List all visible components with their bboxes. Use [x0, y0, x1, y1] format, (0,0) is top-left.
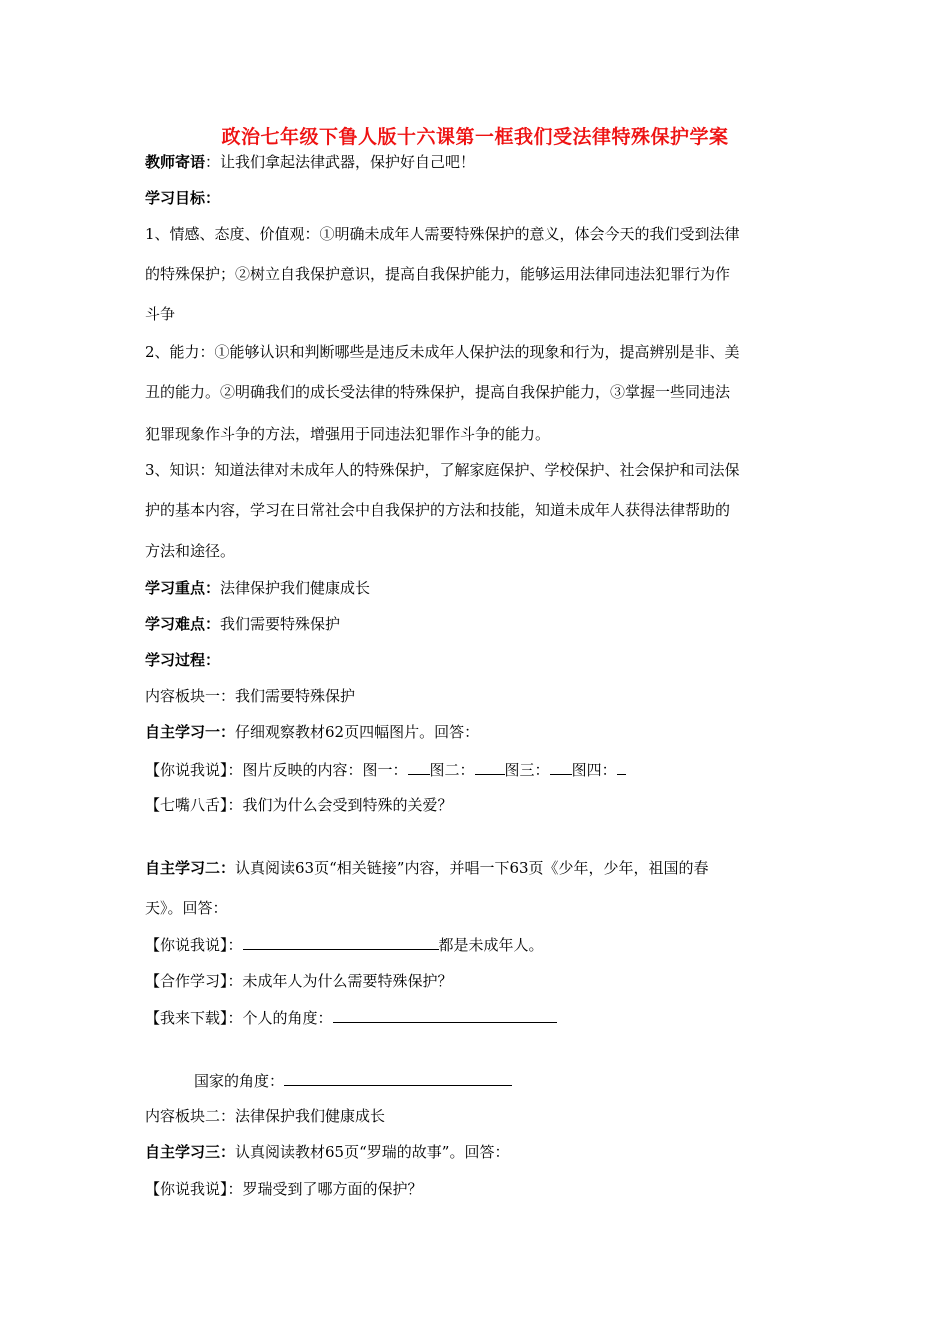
question-you-say3-text: ：罗瑞受到了哪方面的保护？ — [227, 1180, 423, 1198]
question-you-say3-label: 【你说我说】 — [145, 1180, 228, 1198]
answer-blank-fig2[interactable] — [475, 759, 505, 775]
key-point — [145, 578, 370, 598]
country-angle-text: 国家的角度： — [194, 1072, 285, 1090]
objective3-line3: 方法和途径。 — [145, 542, 236, 560]
objective2-line3: 犯罪现象作斗争的方法，增强用于同违法犯罪作斗争的能力。 — [145, 425, 551, 443]
answer-blank-personal[interactable] — [333, 1007, 557, 1023]
self-study1-label: 自主学习一： — [145, 723, 236, 741]
self-study3-text: 认真阅读教材65页“罗瑞的故事”。回答： — [235, 1143, 510, 1161]
teacher-message-text: ：让我们拿起法律武器，保护好自己吧！ — [205, 153, 476, 171]
objective1-line1: 1、情感、态度、价值观：①明确未成年人需要特殊保护的意义，体会今天的我们受到法律 — [145, 225, 740, 243]
question-download — [145, 1007, 557, 1028]
self-study2-line1 — [145, 858, 709, 878]
fig4-label: 图四： — [571, 761, 617, 779]
question-cooperative — [145, 971, 453, 991]
teacher-message — [145, 152, 475, 172]
objective2-line1: 2、能力：①能够认识和判断哪些是违反未成年人保护法的现象和行为，提高辨别是非、美 — [145, 343, 740, 361]
answer-blank-fig3[interactable] — [550, 759, 572, 775]
question-you-say1-label: 【你说我说】 — [145, 761, 228, 779]
difficulty — [145, 614, 340, 634]
objective3-line2: 护的基本内容，学习在日常社会中自我保护的方法和技能，知道未成年人获得法律帮助的 — [145, 501, 731, 519]
question-you-say1 — [145, 759, 626, 780]
objective1-line2: 的特殊保护；②树立自我保护意识，提高自我保护能力，能够运用法律同违法犯罪行为作 — [145, 265, 731, 283]
question-you-say2-prefix: ： — [227, 936, 243, 954]
objective2-line2: 丑的能力。②明确我们的成长受法律的特殊保护，提高自我保护能力，③掌握一些同违法 — [145, 383, 731, 401]
objective3-line1: 3、知识：知道法律对未成年人的特殊保护，了解家庭保护、学校保护、社会保护和司法保 — [145, 461, 740, 479]
answer-blank-country[interactable] — [284, 1070, 512, 1086]
fig2-label: 图二： — [429, 761, 475, 779]
answer-blank-fig4[interactable] — [617, 759, 626, 775]
difficulty-text: 我们需要特殊保护 — [220, 615, 341, 633]
self-study2-label: 自主学习二： — [145, 859, 236, 877]
document-title: 政治七年级下鲁人版十六课第一框我们受法律特殊保护学案 — [221, 126, 729, 148]
objectives-heading: 学习目标： — [145, 189, 221, 207]
question-you-say1-text: ：图片反映的内容：图一： — [227, 761, 408, 779]
teacher-message-label: 教师寄语 — [145, 153, 206, 171]
question-you-say2-suffix: 都是未成年人。 — [438, 936, 544, 954]
question-seven-mouths — [145, 795, 453, 815]
answer-blank-minors[interactable] — [243, 934, 439, 950]
answer-blank-fig1[interactable] — [408, 759, 430, 775]
question-cooperative-text: ：未成年人为什么需要特殊保护？ — [227, 972, 453, 990]
key-point-label: 学习重点： — [145, 579, 221, 597]
question-you-say2 — [145, 934, 544, 955]
self-study3-label: 自主学习三： — [145, 1143, 236, 1161]
objective1-line3: 斗争 — [145, 305, 176, 323]
question-seven-mouths-label: 【七嘴八舌】 — [145, 796, 228, 814]
process-heading: 学习过程： — [145, 651, 221, 669]
key-point-text: 法律保护我们健康成长 — [220, 579, 371, 597]
block2-heading: 内容板块二：法律保护我们健康成长 — [145, 1107, 386, 1125]
question-you-say2-label: 【你说我说】 — [145, 936, 228, 954]
fig3-label: 图三： — [504, 761, 550, 779]
question-download-label: 【我来下载】 — [145, 1009, 228, 1027]
difficulty-label: 学习难点： — [145, 615, 221, 633]
question-you-say3 — [145, 1179, 423, 1199]
question-cooperative-label: 【合作学习】 — [145, 972, 228, 990]
self-study2-text: 认真阅读63页“相关链接”内容，并唱一下63页《少年，少年，祖国的春 — [235, 859, 709, 877]
self-study1-text: 仔细观察教材62页四幅图片。回答： — [235, 723, 480, 741]
question-download-text: ：个人的角度： — [227, 1009, 333, 1027]
question-seven-mouths-text: ：我们为什么会受到特殊的关爱？ — [227, 796, 453, 814]
self-study3 — [145, 1142, 509, 1162]
block1-heading: 内容板块一：我们需要特殊保护 — [145, 687, 356, 705]
self-study2-line2: 天》。回答： — [145, 899, 228, 917]
country-angle — [194, 1070, 512, 1091]
self-study1 — [145, 722, 479, 742]
